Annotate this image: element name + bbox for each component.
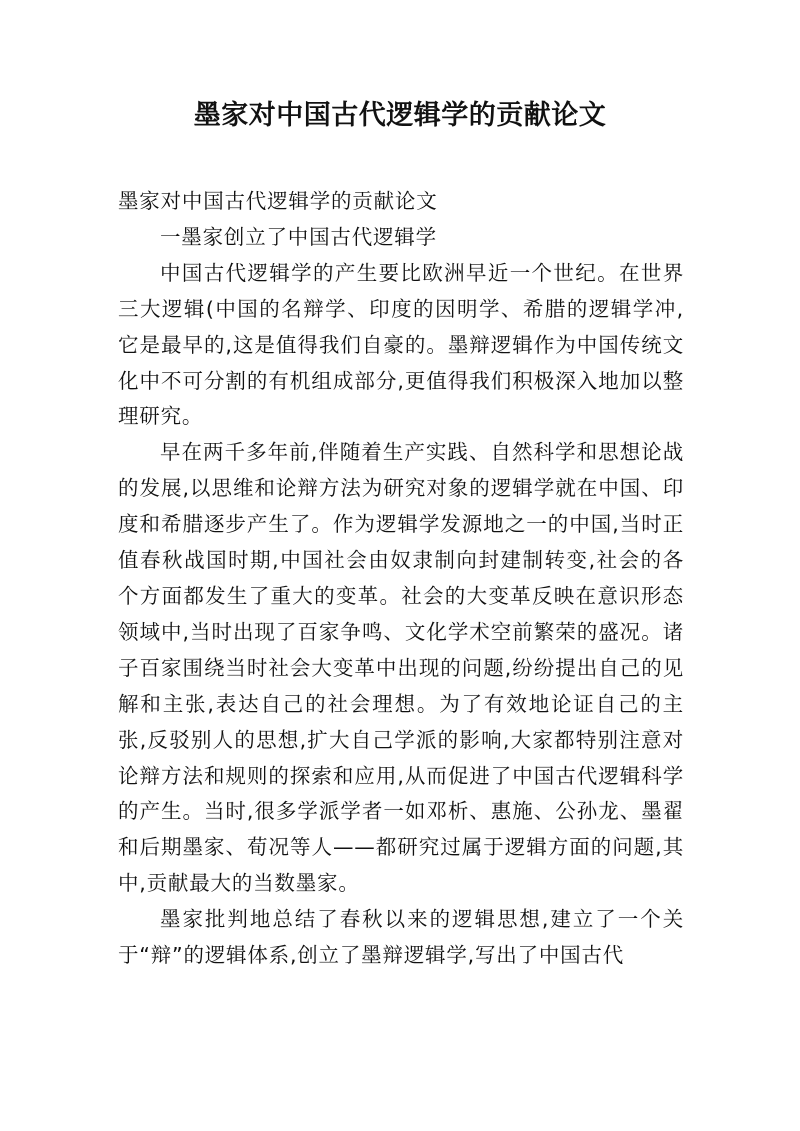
paragraph: 墨家批判地总结了春秋以来的逻辑思想,建立了一个关于“辩”的逻辑体系,创立了墨辩逻辑学,写出了中国古代 xyxy=(118,907,684,968)
paragraph: 中国古代逻辑学的产生要比欧洲早近一个世纪。在世界三大逻辑(中国的名辩学、印度的因明学、希腊的逻辑学冲,它是最早的,这是值得我们自豪的。墨辩逻辑作为中国传统文化中不可分割的有机组成部分,更值得我们积极深入地加以整理研究。 xyxy=(118,260,684,429)
paragraph-heading: 墨家对中国古代逻辑学的贡献论文 xyxy=(118,189,438,213)
section-heading: 一墨家创立了中国古代逻辑学 xyxy=(160,224,437,249)
document-body xyxy=(118,184,684,974)
document-title: 墨家对中国古代逻辑学的贡献论文 xyxy=(193,100,607,131)
paragraph: 早在两千多年前,伴随着生产实践、自然科学和思想论战的发展,以思维和论辩方法为研究对象的逻辑学就在中国、印度和希腊逐步产生了。作为逻辑学发源地之一的中国,当时正值春秋战国时期,中国社会由奴隶制向封建制转变,社会的各个方面都发生了重大的变革。社会的大变革反映在意识形态领域中,当时出现了百家争鸣、文化学术空前繁荣的盛况。诸子百家围绕当时社会大变革中出现的问题,纷纷提出自己的见解和主张,表达自己的社会理想。为了有效地论证自己的主张,反驳别人的思想,扩大自己学派的影响,大家都特别注意对论辩方法和规则的探索和应用,从而促进了中国古代逻辑科学的产生。当时,很多学派学者一如邓析、惠施、公孙龙、墨翟和后期墨家、荀况等人——都研究过属于逻辑方面的问题,其中,贡献最大的当数墨家。 xyxy=(118,440,684,896)
